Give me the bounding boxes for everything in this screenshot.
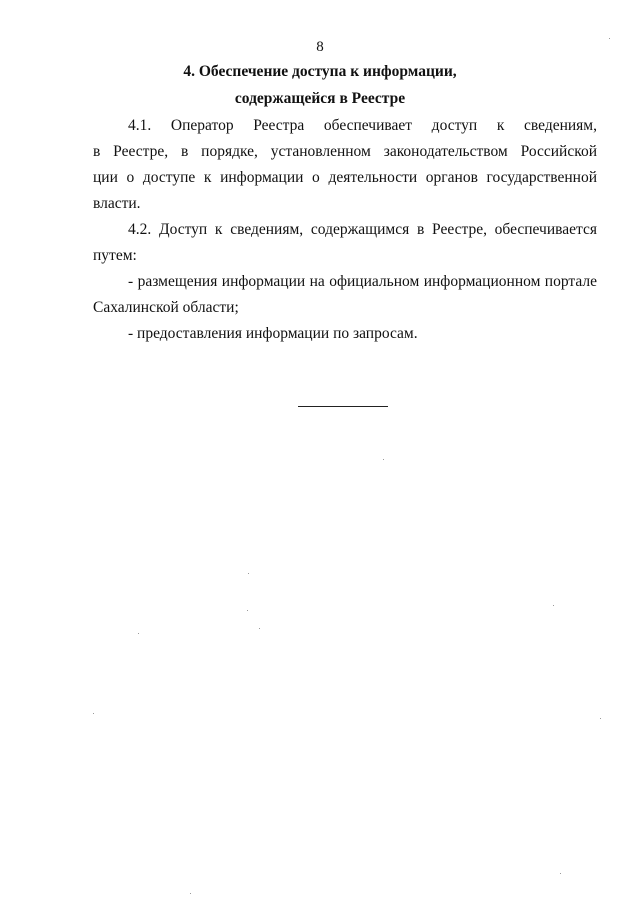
scan-speck (138, 633, 139, 634)
page-number: 8 (316, 39, 324, 55)
end-divider (298, 406, 388, 407)
paragraph-4-1-line-2: в Реестре, в порядке, установленном законодательством Российской (93, 143, 597, 160)
scan-speck (248, 573, 249, 574)
bullet-1-line-2: Сахалинской области; (93, 299, 239, 316)
section-heading-line-1: 4. Обеспечение доступа к информации, (183, 63, 457, 80)
scan-speck (609, 38, 610, 39)
paragraph-4-1-line-4: власти. (93, 195, 141, 212)
scan-speck (247, 610, 248, 611)
scan-speck (560, 873, 561, 874)
bullet-2-line-1: - предоставления информации по запросам. (128, 325, 418, 342)
paragraph-4-1-line-1: 4.1. Оператор Реестра обеспечивает доступ к сведениям, (128, 117, 597, 134)
section-heading-line-2: содержащейся в Реестре (234, 90, 406, 107)
paragraph-4-1-line-3: ции о доступе к информации о деятельности органов государственной (93, 169, 597, 186)
paragraph-4-2-line-2: путем: (93, 247, 137, 264)
scan-speck (553, 605, 554, 606)
paragraph-4-2-line-1: 4.2. Доступ к сведениям, содержащимся в Реестре, обеспечивается (128, 221, 597, 238)
scan-speck (190, 893, 191, 894)
scan-speck (383, 459, 384, 460)
bullet-1-line-1: - размещения информации на официальном информационном портале (128, 273, 597, 290)
scan-speck (259, 628, 260, 629)
scan-speck (93, 713, 94, 714)
scan-speck (600, 718, 601, 719)
